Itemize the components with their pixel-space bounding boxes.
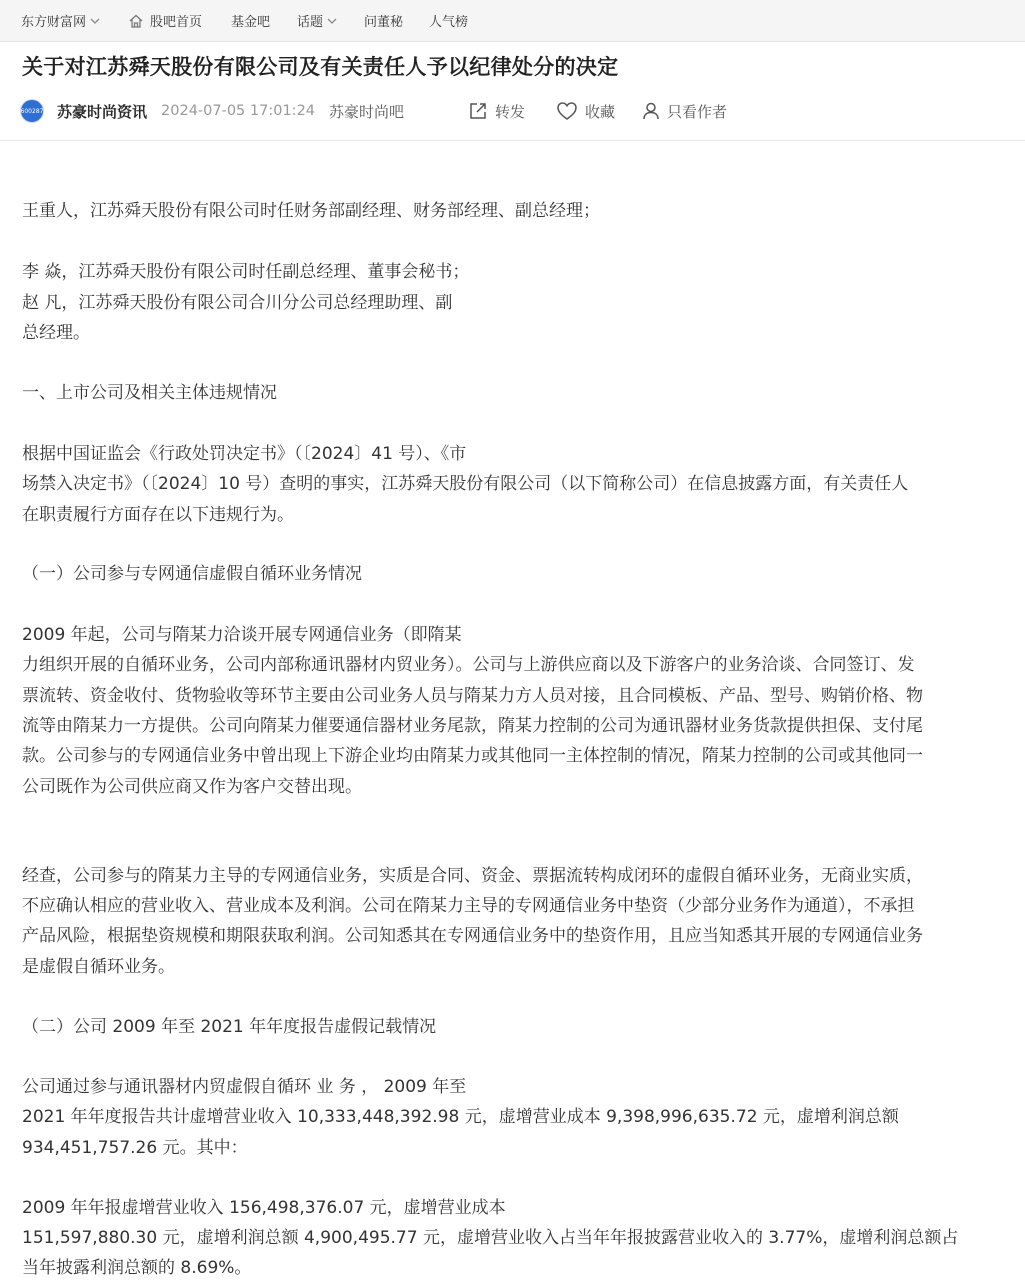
paragraph: 公司既作为公司供应商又作为客户交替出现。 xyxy=(22,777,362,797)
paragraph: 产品风险，根据垫资规模和期限获取利润。公司知悉其在专网通信业务中的垫资作用，且应当知悉其开展的专网通信业务 xyxy=(22,926,923,946)
nav-topic-dropdown[interactable] xyxy=(297,0,338,42)
chevron-down-icon xyxy=(326,15,338,27)
header-divider xyxy=(0,140,1025,141)
article-meta xyxy=(20,96,1010,126)
nav-site-label: 东方财富网 xyxy=(21,15,87,30)
author-name[interactable]: 苏豪时尚资讯 xyxy=(57,102,148,121)
paragraph: 力组织开展的自循环业务，公司内部称通讯器材内贸业务）。公司与上游供应商以及下游客户的业务洽谈、合同签订、发 xyxy=(22,655,915,675)
paragraph: 当年披露利润总额的 8.69%。 xyxy=(22,1258,252,1278)
forward-label: 转发 xyxy=(495,102,526,121)
nav-popular-link[interactable] xyxy=(429,0,468,42)
only-author-button[interactable] xyxy=(642,101,727,122)
paragraph: 总经理。 xyxy=(22,323,90,343)
nav-fund-link[interactable] xyxy=(231,0,270,42)
heart-icon xyxy=(556,101,578,121)
paragraph: 公司通过参与通讯器材内贸虚假自循环 业 务 ， 2009 年至 xyxy=(22,1077,467,1097)
subsection-heading: （一）公司参与专网通信虚假自循环业务情况 xyxy=(22,564,362,584)
paragraph: 934,451,757.26 元。其中： xyxy=(22,1138,248,1158)
paragraph: 款。公司参与的专网通信业务中曾出现上下游企业均由隋某力或其他同一主体控制的情况，隋某力控制的公司或其他同一 xyxy=(22,746,923,766)
paragraph: 赵 凡，江苏舜天股份有限公司合川分公司总经理助理、副 xyxy=(22,293,453,313)
nav-fund-label: 基金吧 xyxy=(231,15,271,30)
nav-site-dropdown[interactable] xyxy=(21,0,101,42)
paragraph: 流等由隋某力一方提供。公司向隋某力催要通信器材业务尾款，隋某力控制的公司为通讯器材业务货款提供担保、支付尾 xyxy=(22,716,923,736)
paragraph: 在职责履行方面存在以下违规行为。 xyxy=(22,505,294,525)
section-heading: 一、上市公司及相关主体违规情况 xyxy=(22,383,277,403)
paragraph: 不应确认相应的营业收入、营业成本及利润。公司在隋某力主导的专网通信业务中垫资（少部分业务作为通道），不承担 xyxy=(22,896,915,916)
paragraph: 2009 年起，公司与隋某力洽谈开展专网通信业务（即隋某 xyxy=(22,625,462,645)
nav-home-label: 股吧首页 xyxy=(150,15,203,30)
nav-ask-link[interactable] xyxy=(364,0,403,42)
paragraph: 是虚假自循环业务。 xyxy=(22,957,175,977)
chevron-down-icon xyxy=(89,15,101,27)
nav-home-link[interactable] xyxy=(128,0,202,42)
bar-name-link[interactable]: 苏豪时尚吧 xyxy=(329,102,405,121)
nav-popular-label: 人气榜 xyxy=(429,15,469,30)
subsection-heading: （二）公司 2009 年至 2021 年年度报告虚假记载情况 xyxy=(22,1017,437,1037)
paragraph: 李 焱，江苏舜天股份有限公司时任副总经理、董事会秘书； xyxy=(22,262,470,282)
paragraph: 151,597,880.30 元，虚增利润总额 4,900,495.77 元，虚增营业收入占当年年报披露营业收入的 3.77%，虚增利润总额占 xyxy=(22,1228,959,1248)
article-title: 关于对江苏舜天股份有限公司及有关责任人予以纪律处分的决定 xyxy=(22,55,619,79)
forward-button[interactable] xyxy=(468,101,525,122)
favorite-button[interactable] xyxy=(556,101,615,122)
paragraph: 经查，公司参与的隋某力主导的专网通信业务，实质是合同、资金、票据流转构成闭环的虚假自循环业务，无商业实质， xyxy=(22,866,923,886)
paragraph: 2021 年年度报告共计虚增营业收入 10,333,448,392.98 元，虚增营业成本 9,398,996,635.72 元，虚增利润总额 xyxy=(22,1107,899,1127)
paragraph: 根据中国证监会《行政处罚决定书》（〔2024〕41 号）、《市 xyxy=(22,444,467,464)
paragraph: 2009 年年报虚增营业收入 156,498,376.07 元，虚增营业成本 xyxy=(22,1198,506,1218)
home-icon xyxy=(128,13,144,29)
paragraph: 王重人，江苏舜天股份有限公司时任财务部副经理、财务部经理、副总经理； xyxy=(22,201,600,221)
avatar[interactable]: 600287 xyxy=(20,99,44,123)
favorite-label: 收藏 xyxy=(585,102,616,121)
nav-ask-label: 问董秘 xyxy=(364,15,404,30)
top-nav-bar xyxy=(0,0,1025,42)
user-icon xyxy=(642,101,660,121)
paragraph: 场禁入决定书》（〔2024〕10 号）查明的事实，江苏舜天股份有限公司（以下简称公司）在信息披露方面，有关责任人 xyxy=(22,474,909,494)
nav-topic-label: 话题 xyxy=(297,15,324,30)
share-icon xyxy=(468,101,488,121)
paragraph: 票流转、资金收付、货物验收等环节主要由公司业务人员与隋某力方人员对接，且合同模板、产品、型号、购销价格、物 xyxy=(22,686,923,706)
only-author-label: 只看作者 xyxy=(667,102,728,121)
post-datetime: 2024-07-05 17:01:24 xyxy=(161,103,316,119)
